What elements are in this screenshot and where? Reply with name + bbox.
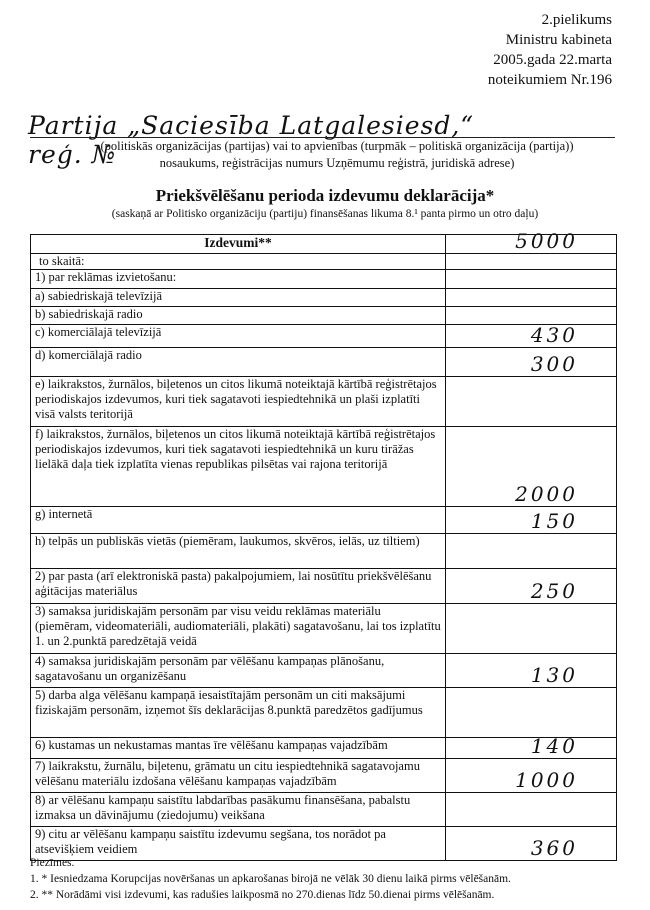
row-label: 1) par reklāmas izvietošanu:	[31, 270, 446, 288]
document-title: Priekšvēlēšanu perioda izdevumu deklarācija*	[155, 186, 495, 205]
table-row	[31, 270, 616, 289]
table-row	[31, 604, 616, 654]
row-value	[446, 270, 616, 288]
handwritten-amount: 360	[530, 836, 578, 860]
row-label: 8) ar vēlēšanu kampaņu saistītu labdarības pasākumu finansēšana, pabalstu izmaksa un dāvinājumu (ziedojumu) veikšana	[31, 793, 446, 826]
row-label: g) internetā	[31, 507, 446, 533]
row-value	[446, 377, 616, 426]
handwritten-amount: 250	[530, 579, 578, 603]
row-value	[446, 348, 616, 376]
row-value	[446, 569, 616, 603]
handwritten-amount: 1000	[515, 768, 578, 792]
handwritten-amount: 300	[530, 352, 578, 376]
handwritten-amount: 430	[530, 323, 578, 347]
header-line: noteikumiem Nr.196	[487, 72, 612, 88]
table-row	[31, 734, 616, 759]
handwritten-amount: 130	[530, 663, 578, 687]
handwritten-amount: 150	[530, 509, 578, 533]
row-label: 6) kustamas un nekustamas mantas īre vēlēšanu kampaņas vajadzībām	[31, 738, 446, 758]
row-label: 5) darba alga vēlēšanu kampaņā iesaistītajām personām un citi maksājumi fiziskajām personām, izņemot šīs deklarācijas 8.punktā paredzētos gadījumus	[31, 688, 446, 737]
row-label: Izdevumi**	[31, 235, 446, 253]
row-value	[446, 654, 616, 687]
table-row	[31, 507, 616, 534]
row-value	[446, 734, 616, 758]
row-label: 2) par pasta (arī elektroniskā pasta) pakalpojumiem, lai nosūtītu priekšvēlēšanu aģitācijas materiālus	[31, 569, 446, 603]
row-value	[446, 688, 616, 737]
handwritten-amount: 5000	[515, 229, 578, 253]
table-row	[31, 569, 616, 604]
row-label: f) laikrakstos, žurnālos, biļetenos un citos likumā noteiktajā kārtībā reģistrētajos periodiskajos izdevumos, kuri tiek sagatavoti iespiedtehnikā un kuru tirāžas lielākā daļa tiek izplatīta vienas republikas pilsētas vai rajona teritorijā	[31, 427, 446, 506]
row-value	[446, 759, 616, 792]
caption-line: (politiskās organizācijas (partijas) vai to apvienības (turpmāk – politiskā organizācija (partija))	[100, 139, 574, 153]
row-value	[446, 427, 616, 506]
party-field-caption	[42, 138, 632, 172]
row-value	[446, 254, 616, 269]
row-label: 3) samaksa juridiskajām personām par visu veidu reklāmas materiālu (piemēram, videomateriāli, audiomateriāli, plakāti) sagatavošanu, lai tos izplatītu 1. un 2.punktā paredzētajā veidā	[31, 604, 446, 653]
handwritten-amount: 2000	[515, 482, 578, 506]
row-label: e) laikrakstos, žurnālos, biļetenos un citos likumā noteiktajā kārtībā reģistrētajos periodiskajos izdevumos, kuri tiek sagatavoti iespiedtehnikā un plaši izplatīti visā valsts teritorijā	[31, 377, 446, 426]
table-row	[31, 229, 616, 254]
footnotes	[30, 855, 511, 903]
row-label: a) sabiedriskajā televīzijā	[31, 289, 446, 306]
row-label: h) telpās un publiskās vietās (piemēram, laukumos, skvēros, ielās, uz tiltiem)	[31, 534, 446, 568]
table-row	[31, 534, 616, 569]
row-value	[446, 534, 616, 568]
row-value	[446, 229, 616, 253]
table-row	[31, 307, 616, 325]
row-value	[446, 307, 616, 324]
footnotes-heading: Piezīmes.	[30, 857, 75, 869]
handwritten-party-name: Partija „Saciesība Latgalesiesd,“ reģ. №	[28, 111, 475, 169]
table-row	[31, 427, 616, 507]
header-line: 2005.gada 22.marta	[493, 52, 612, 68]
row-value	[446, 325, 616, 347]
row-label: to skaitā:	[31, 254, 446, 269]
footnote: 1. * Iesniedzama Korupcijas novēršanas un apkarošanas birojā ne vēlāk 30 dienu laikā pirms vēlēšanām.	[30, 873, 511, 885]
table-row	[31, 793, 616, 827]
row-label: c) komerciālajā televīzijā	[31, 325, 446, 347]
table-row	[31, 688, 616, 738]
table-row	[31, 325, 616, 348]
header-line: 2.pielikums	[541, 12, 612, 28]
caption-line: nosaukums, reģistrācijas numurs Uzņēmumu reģistrā, juridiskā adrese)	[159, 156, 515, 170]
table-row	[31, 759, 616, 793]
row-value	[446, 289, 616, 306]
table-row	[31, 377, 616, 427]
row-value	[446, 793, 616, 826]
table-row	[31, 254, 616, 270]
table-row	[31, 654, 616, 688]
handwritten-amount: 140	[530, 734, 578, 758]
appendix-header	[488, 10, 612, 90]
row-label: d) komerciālajā radio	[31, 348, 446, 376]
row-value	[446, 604, 616, 653]
row-label: 9) citu ar vēlēšanu kampaņu saistītu izdevumu segšana, tos norādot pa atsevišķiem veidiem	[31, 827, 446, 860]
row-label: 4) samaksa juridiskajām personām par vēlēšanu kampaņas plānošanu, sagatavošanu un organizēšanu	[31, 654, 446, 687]
table-row	[31, 348, 616, 377]
row-value	[446, 507, 616, 533]
table-row	[31, 289, 616, 307]
header-line: Ministru kabineta	[505, 32, 612, 48]
row-label: 7) laikrakstu, žurnālu, biļetenu, grāmatu un citu iespiedtehnikā sagatavojamu vēlēšanu materiālu izdošana vēlēšanu kampaņas vajadzībām	[31, 759, 446, 792]
document-subtitle: (saskaņā ar Politisko organizāciju (partiju) finansēšanas likuma 8.¹ panta pirmo un otro daļu)	[111, 208, 539, 220]
expense-table	[30, 229, 617, 861]
footnote: 2. ** Norādāmi visi izdevumi, kas radušies laikposmā no 270.dienas līdz 50.dienai pirms vēlēšanām.	[30, 889, 495, 901]
row-label: b) sabiedriskajā radio	[31, 307, 446, 324]
